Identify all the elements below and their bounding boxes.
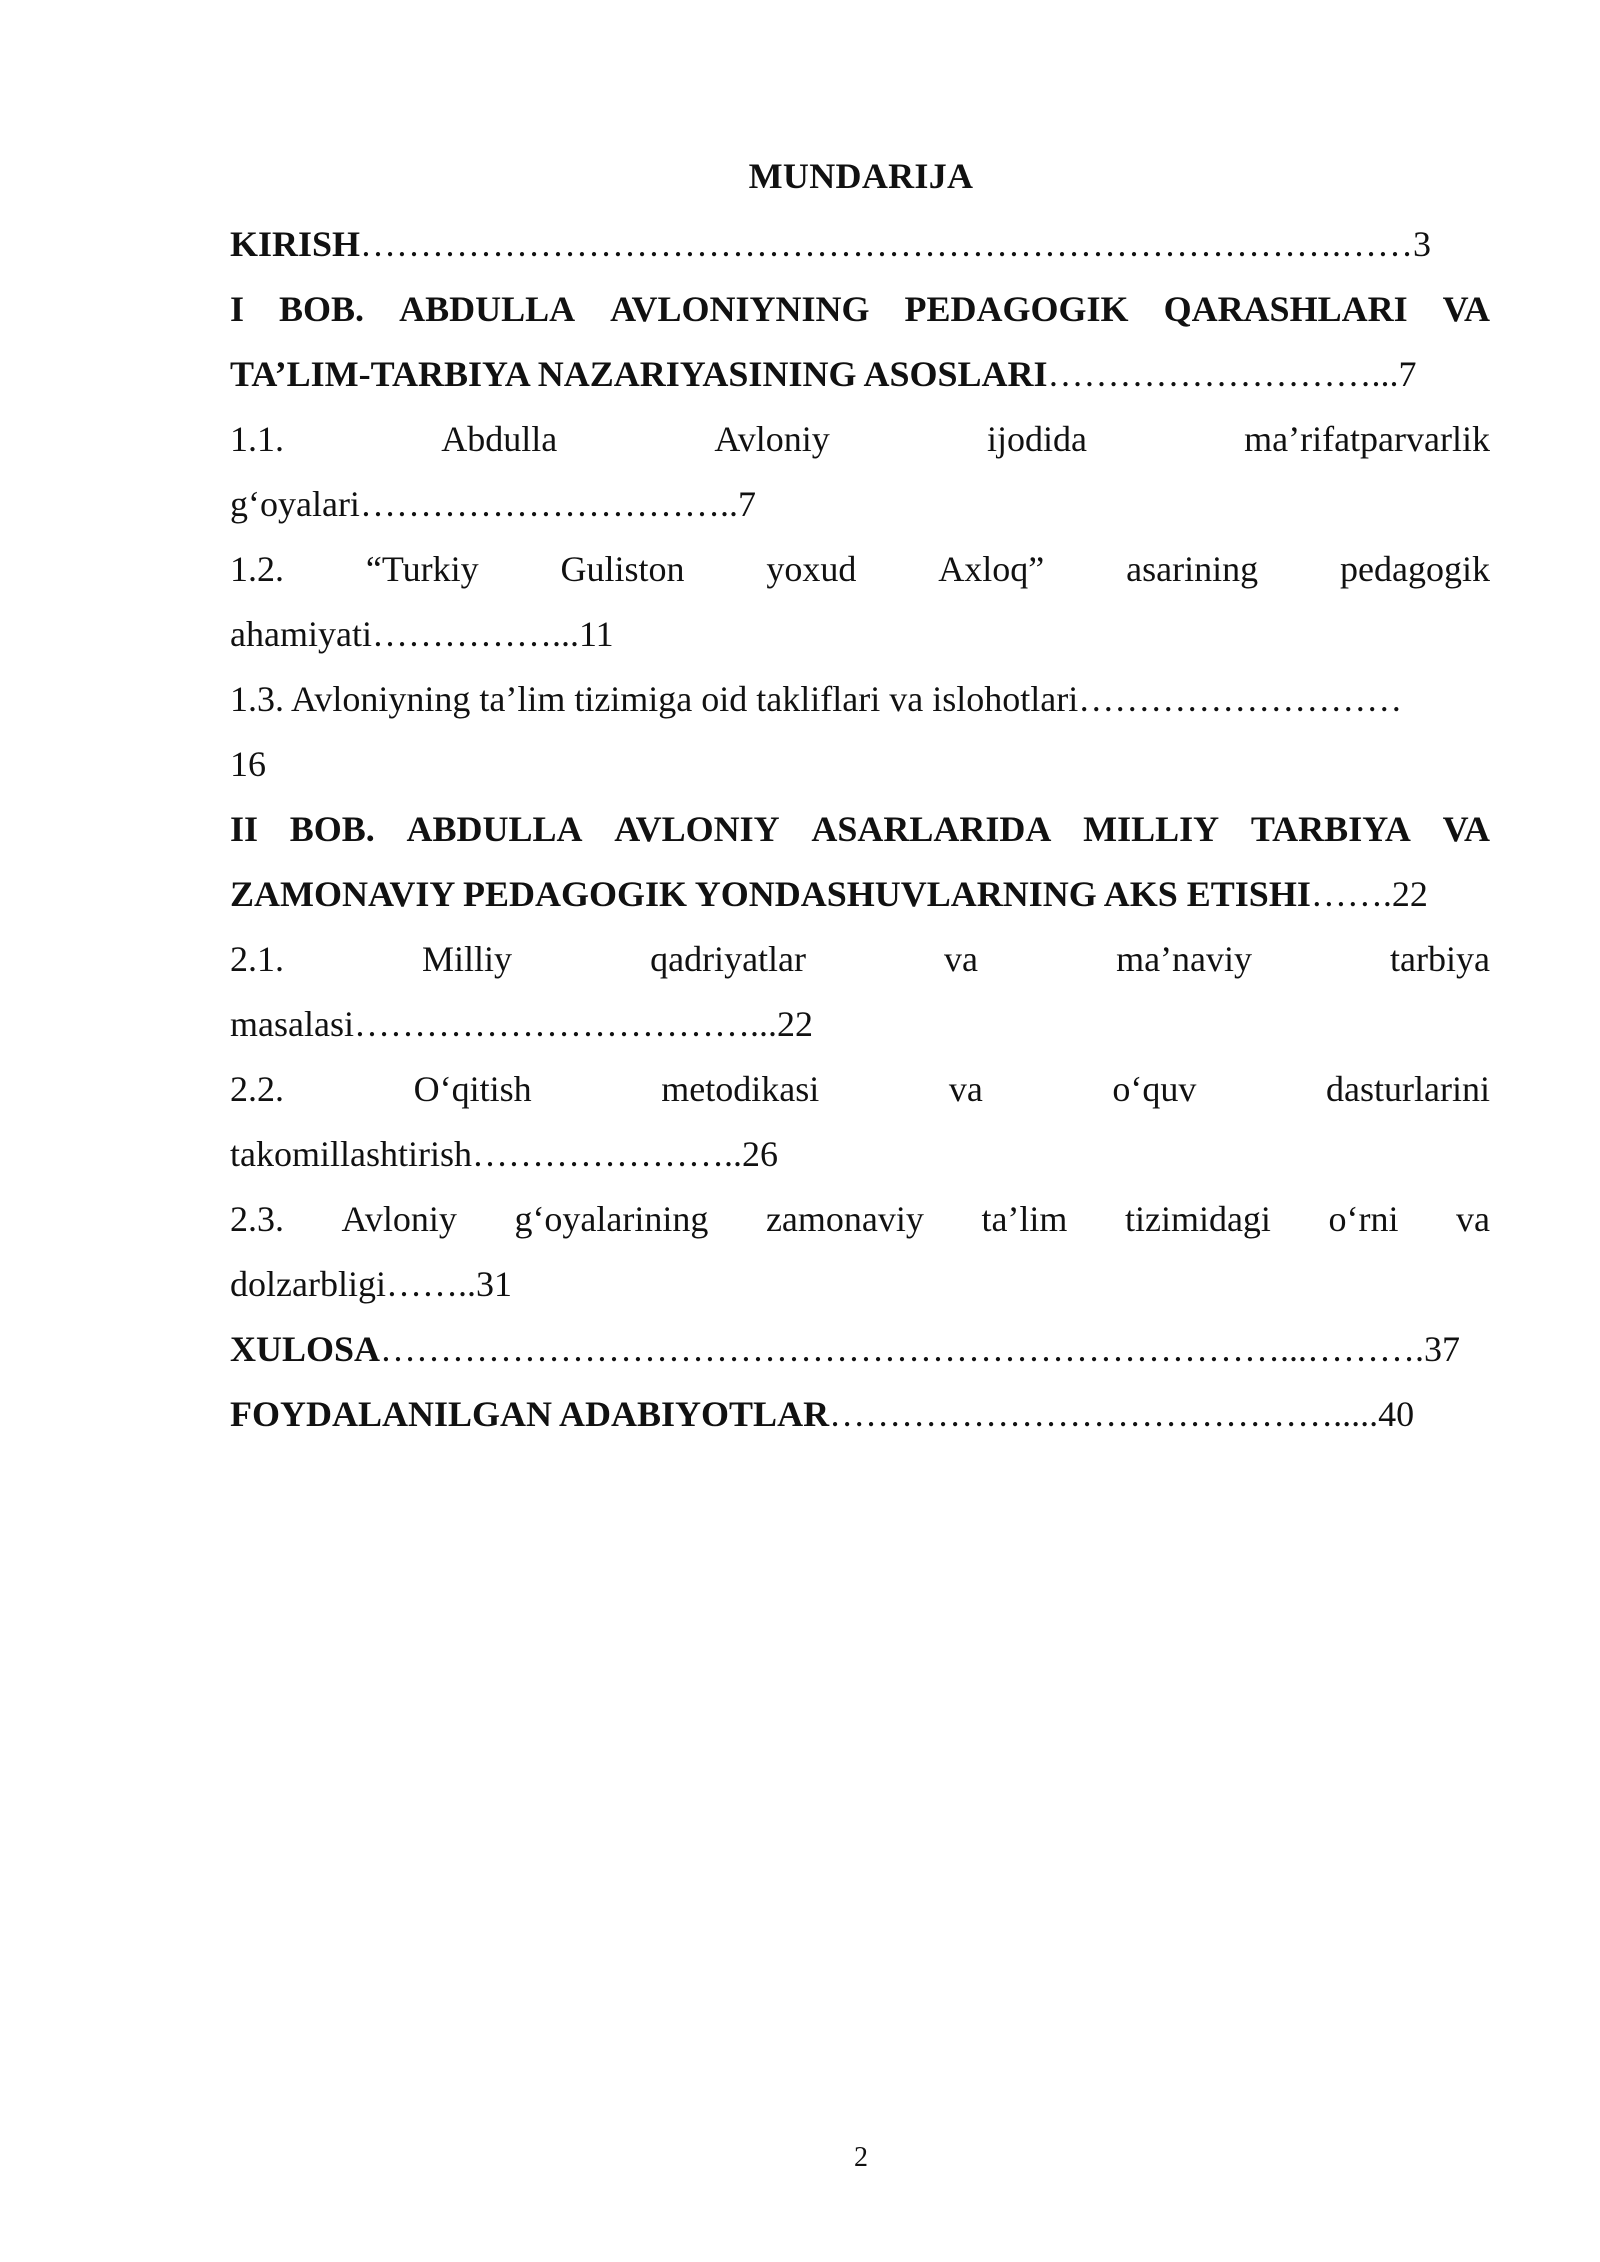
toc-word: Avloniy <box>341 1199 457 1239</box>
toc-word: ma’naviy <box>1116 939 1253 979</box>
toc-entry-1-2-line2: ahamiyati……………...11 <box>230 614 614 654</box>
toc-word: tizimidagi <box>1124 1199 1271 1239</box>
toc-entry-2-1-line1 <box>230 927 1490 992</box>
toc-leader: ……………………………………………………………………….…… <box>360 224 1414 264</box>
toc-entry-label: ZAMONAVIY PEDAGOGIK YONDASHUVLARNING AKS ETISHI <box>230 874 1311 914</box>
toc-word: Avloniy <box>714 419 830 459</box>
toc-entry-label: XULOSA <box>230 1329 381 1369</box>
toc-page-number: 22 <box>1391 874 1428 914</box>
toc-word: ASARLARIDA <box>811 809 1052 849</box>
toc-word: Axloq” <box>938 549 1045 589</box>
toc-word: ijodida <box>986 419 1087 459</box>
toc-word: metodikasi <box>661 1069 820 1109</box>
toc-word: O‘qitish <box>413 1069 532 1109</box>
toc-leader: …………………………………………………………………...………. <box>380 1329 1425 1369</box>
toc-word: II <box>230 809 259 849</box>
toc-entry-2-3-line1 <box>230 1187 1490 1252</box>
toc-word: 2.2. <box>230 1069 284 1109</box>
toc-word: BOB. <box>289 809 375 849</box>
toc-word: va <box>1456 1199 1490 1239</box>
toc-word: ABDULLA <box>399 289 576 329</box>
toc-entry-1-3-line1: 1.3. Avloniyning ta’lim tizimiga oid takliflari va islohotlari……………………… <box>230 679 1403 719</box>
toc-page-number: 3 <box>1413 224 1432 264</box>
page-title: MUNDARIJA <box>748 156 974 196</box>
toc-word: va <box>948 1069 983 1109</box>
toc-word: VA <box>1442 289 1490 329</box>
toc-word: 1.1. <box>230 419 284 459</box>
toc-leader: ……. <box>1310 874 1392 914</box>
toc-leader: ………………………... <box>1047 354 1399 394</box>
toc-word: 1.2. <box>230 549 284 589</box>
toc-leader: ……………………………………..... <box>829 1394 1379 1434</box>
toc-entry-kirish <box>230 212 1490 277</box>
toc-word: AVLONIYNING <box>610 289 870 329</box>
toc-page-number: 37 <box>1424 1329 1461 1369</box>
toc-entry-bob2-line2 <box>230 862 1490 927</box>
toc-entry-2-2-line2: takomillashtirish…………………..26 <box>230 1134 778 1174</box>
toc-word: AVLONIY <box>614 809 780 849</box>
toc-word: yoxud <box>766 549 857 589</box>
toc-entry-1-2-line1 <box>230 537 1490 602</box>
toc-word: 2.3. <box>230 1199 284 1239</box>
toc-entry-bob1-line2 <box>230 342 1490 407</box>
toc-page-number: 40 <box>1378 1394 1415 1434</box>
toc-word: Milliy <box>422 939 513 979</box>
toc-word: o‘rni <box>1328 1199 1399 1239</box>
toc-entry-xulosa <box>230 1317 1490 1382</box>
toc-entry-bob1-line1 <box>230 277 1490 342</box>
page-number: 2 <box>854 2142 868 2173</box>
toc-entry-label: TA’LIM-TARBIYA NAZARIYASINING ASOSLARI <box>230 354 1048 394</box>
toc-word: 2.1. <box>230 939 284 979</box>
toc-entry-label: FOYDALANILGAN ADABIYOTLAR <box>230 1394 830 1434</box>
toc-word: ABDULLA <box>406 809 583 849</box>
toc-entry-adabiyotlar <box>230 1382 1490 1447</box>
toc-entry-2-1-line2: masalasi……………………………...22 <box>230 1004 813 1044</box>
toc-word: Guliston <box>560 549 685 589</box>
toc-entry-2-3-line2: dolzarbligi……..31 <box>230 1264 512 1304</box>
toc-word: zamonaviy <box>765 1199 924 1239</box>
toc-entry-1-1-line2: g‘oyalari…………………………..7 <box>230 484 756 524</box>
toc-word: o‘quv <box>1112 1069 1197 1109</box>
toc-word: QARASHLARI <box>1163 289 1408 329</box>
toc-word: qadriyatlar <box>650 939 807 979</box>
toc-word: pedagogik <box>1340 549 1490 589</box>
toc-word: tarbiya <box>1390 939 1490 979</box>
toc-word: “Turkiy <box>365 549 479 589</box>
toc-word: asarining <box>1126 549 1259 589</box>
toc-word: VA <box>1442 809 1490 849</box>
toc-word: MILLIY <box>1083 809 1220 849</box>
toc-word: ma’rifatparvarlik <box>1244 419 1490 459</box>
toc-word: BOB. <box>279 289 365 329</box>
toc-word: Abdulla <box>441 419 558 459</box>
toc-entry-1-3-line2: 16 <box>230 744 266 784</box>
toc-page-number: 7 <box>1398 354 1417 394</box>
toc-word: TARBIYA <box>1250 809 1411 849</box>
toc-word: PEDAGOGIK <box>904 289 1129 329</box>
toc-word: I <box>230 289 245 329</box>
toc-entry-2-2-line1 <box>230 1057 1490 1122</box>
toc-entry-label: KIRISH <box>230 224 361 264</box>
toc-entry-1-1-line1 <box>230 407 1490 472</box>
toc-word: va <box>944 939 979 979</box>
toc-word: dasturlarini <box>1326 1069 1490 1109</box>
toc-word: g‘oyalarining <box>514 1199 709 1239</box>
toc-entry-bob2-line1 <box>230 797 1490 862</box>
toc-word: ta’lim <box>981 1199 1068 1239</box>
table-of-contents <box>230 212 1490 1447</box>
